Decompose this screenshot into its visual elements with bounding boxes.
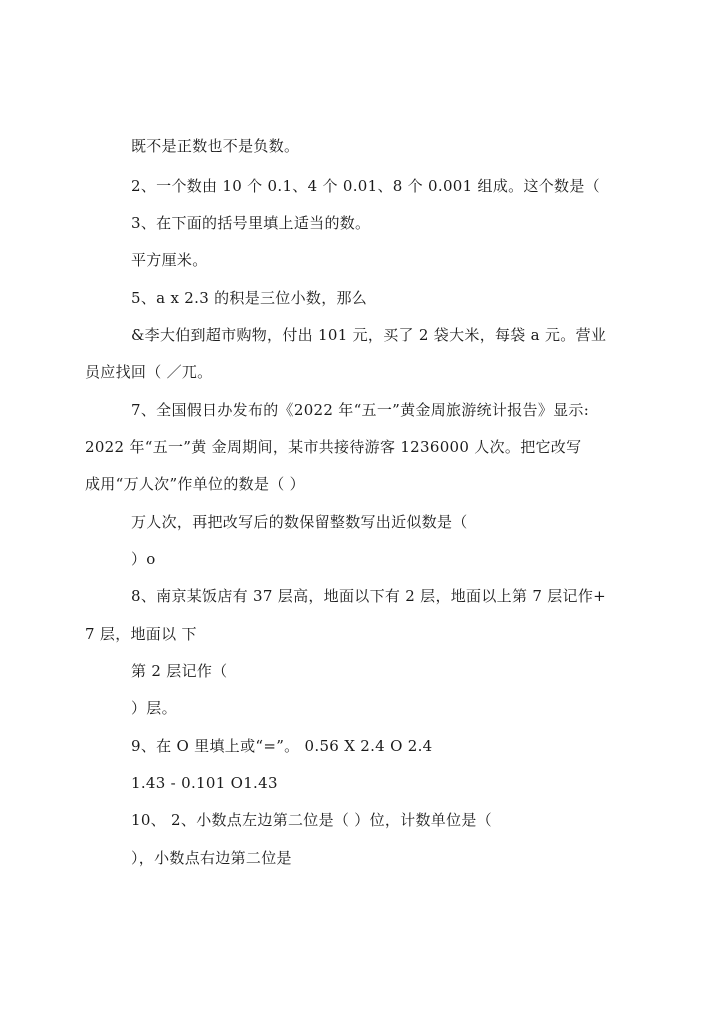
question-2-line: 2、一个数由 10 个 0.1、4 个 0.01、8 个 0.001 组成。这个数是（	[131, 177, 600, 195]
question-9-line-2: 1.43 - 0.101 O1.43	[131, 774, 278, 792]
question-10-line-2: ），小数点右边第二位是	[131, 849, 292, 867]
question-10-line-1: 10、 2、小数点左边第二位是（ ）位，计数单位是（	[131, 811, 492, 829]
question-6-line-1: &李大伯到超市购物，付出 101 元，买了 2 袋大米，每袋 a 元。营业	[131, 326, 607, 344]
question-6-line-2: 员应找回（ ／兀。	[85, 363, 213, 381]
question-7-line-1: 7、全国假日办发布的《2022 年“五一”黄金周旅游统计报告》显示:	[131, 401, 590, 419]
question-7-line-5: ）o	[131, 550, 156, 568]
question-8-line-3: 第 2 层记作（	[131, 662, 228, 680]
question-3-line: 3、在下面的括号里填上适当的数。	[131, 214, 371, 232]
question-7-line-3: 成用“万人次”作单位的数是（ ）	[85, 475, 305, 493]
question-9-line-1: 9、在 O 里填上或“=”。 0.56 X 2.4 O 2.4	[131, 737, 433, 755]
text-line-area-unit: 平方厘米。	[131, 251, 208, 269]
question-7-line-4: 万人次，再把改写后的数保留整数写出近似数是（	[131, 513, 468, 531]
question-7-line-2: 2022 年“五一”黄 金周期间，某市共接待游客 1236000 人次。把它改写	[85, 438, 582, 456]
text-line-1: 既不是正数也不是负数。	[131, 137, 300, 155]
question-8-line-4: ）层。	[131, 699, 177, 717]
question-8-line-2: 7 层，地面以 下	[85, 625, 197, 643]
question-8-line-1: 8、南京某饭店有 37 层高，地面以下有 2 层，地面以上第 7 层记作+	[131, 587, 606, 605]
question-5-line: 5、a x 2.3 的积是三位小数，那么	[131, 289, 368, 307]
